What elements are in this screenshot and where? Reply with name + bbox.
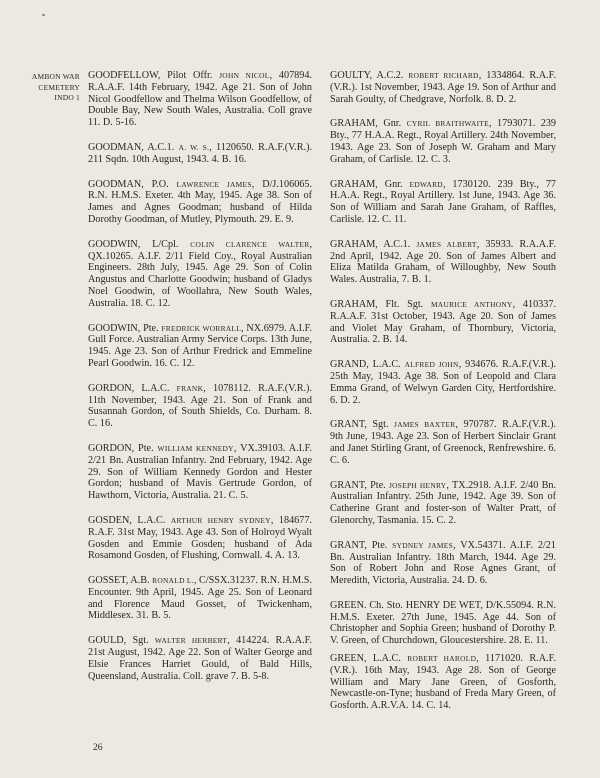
cemetery-margin-note	[2, 72, 80, 104]
register-entry: GRAHAM, A.C.1. JAMES ALBERT, 35933. R.A.A.F. 2nd April, 1942. Age 20. Son of James Albert and Eliza Matilda Graham, of Willoughby, New South Wales. Australia, 7. B. 1.	[330, 238, 557, 286]
register-entry: GRAHAM, Gnr. CYRIL BRAITHWAITE, 1793071. 239 Bty., 77 H.A.A. Regt., Royal Artillery. 24th November, 1943. Age 23. Son of Joseph W. Graham and Mary Graham, of Carlisle. 12. C. 3.	[330, 118, 557, 165]
register-entry: GORDON, L.A.C. FRANK, 1078112. R.A.F.(V.R.). 11th November, 1943. Age 21. Son of Frank and Susannah Gordon, of South Shields, Co. Durham. 8. C. 16.	[88, 382, 312, 430]
right-column	[330, 70, 556, 712]
register-entry: GRANT, Sgt. JAMES BAXTER, 970787. R.A.F.(V.R.). 9th June, 1943. Age 23. Son of Herbert Sinclair Grant and Janet Stirling Grant, of Greenock, Renfrewshire. 6. C. 6.	[330, 419, 557, 466]
register-entry: GREEN, L.A.C. ROBERT HAROLD, 1171020. R.A.F.(V.R.). 16th May, 1943. Age 28. Son of George William and Mary Jane Green, of Gosforth, Newcastle-on-Tyne; husband of Freda Mary Green, of Gosforth. A.R.V.A. 14. C. 14.	[330, 653, 556, 712]
register-entry: GOODMAN, A.C.1. A. W. S., 1120650. R.A.F.(V.R.). 211 Sqdn. 10th August, 1943. 4. B. 16.	[88, 141, 313, 165]
register-entry: GRAHAM, Gnr. EDWARD, 1730120. 239 Bty., 77 H.A.A. Regt., Royal Artillery. 1st June, 1943. Age 36. Son of William and Sarah Jane Graham, of Raffles, Carlisle. 12. C. 11.	[330, 178, 557, 225]
margin-note-line: AMBON WAR	[31, 72, 80, 81]
register-entry: GOSDEN, L.A.C. ARTHUR HENRY SYDNEY, 184677. R.A.F. 31st May, 1943. Age 43. Son of Holroyd Wyalt Gosden and Emmie Gosden; husband of Ada Rosamond Gosden, of Flushing, Cornwall. 4. A. 13.	[88, 514, 313, 562]
register-entry: GRAHAM, Flt. Sgt. MAURICE ANTHONY, 410337. R.A.A.F. 31st October, 1943. Age 20. Son of James and Violet May Graham, of Thornbury, Victoria, Australia. 2. B. 14.	[330, 298, 557, 346]
register-entry: GOODFELLOW, Pilot Offr. JOHN NICOL, 407894. R.A.A.F. 14th February, 1942. Age 21. Son of John Nicol Goodfellow and Thelma Wilson Goodfellow, of Double Bay, New South Wales, Australia. Coll grave 11. D. 5-16.	[88, 70, 313, 129]
page-number: 26	[93, 743, 103, 753]
register-entry: GORDON, Pte. WILLIAM KENNEDY, VX.39103. A.I.F. 2/21 Bn. Australian Infantry. 2nd February, 1942. Age 29. Son of William Kennedy Gordon and Hester Gordon; husband of Mavis Gertrude Gordon, of Hawthorn, Victoria, Australia. 21. C. 5.	[88, 442, 312, 502]
register-entry: GOODWIN, Pte. FREDRICK WORRALL, NX.6979. A.I.F. Gull Force. Australian Army Service Corps. 13th June, 1945. Age 23. Son of Arthur Fredrick and Emmeline Pearl Goodwin. 16. C. 12.	[88, 322, 313, 369]
left-column	[88, 70, 312, 682]
register-entry: GOODWIN, L/Cpl. COLIN CLARENCE WALTER, QX.10265. A.I.F. 2/11 Field Coy., Royal Australian Engineers. 28th July, 1945. Age 29. Son of Colin Angustus and Charlotte Goodwin; husband of Gladys Noel Goodwin, of Woollahra, New South Wales, Australia. 18. C. 12.	[88, 238, 313, 309]
register-entry: GOODMAN, P.O. LAWRENCE JAMES, D/J.106065. R.N. H.M.S. Exeter. 4th May, 1945. Age 38. Son of James and Agnes Goodman; husband of Hilda Dorothy Goodman, of Mutley, Plymouth. 29. E. 9.	[88, 178, 313, 225]
margin-note-line: INDO 1	[54, 93, 80, 102]
register-entry: GREEN. Ch. Sto. HENRY DE WET, D/K.55094. R.N. H.M.S. Exeter. 27th June, 1945. Age 44. Son of Christopher and Sophia Green; husband of Dorothy P. V. Green, of Churchdown, Gloucestershire. 28. E. 11.	[330, 599, 557, 647]
register-entry: GOULTY, A.C.2. ROBERT RICHARD, 1334864. R.A.F.(V.R.). 1st November, 1943. Age 19. Son of Arthur and Sarah Goulty, of Chedgrave, Norfolk. 8. D. 2.	[330, 70, 556, 105]
register-entry: GOSSET, A.B. RONALD L., C/SSX.31237. R.N. H.M.S. Encounter. 9th April, 1945. Age 25. Son of Leonard and Florence Maud Gosset, of Twickenham, Middlesex. 31. B. 5.	[88, 575, 312, 622]
register-entry: GRANT, Pte. JOSEPH HENRY, TX.2918. A.I.F. 2/40 Bn. Australian Infantry. 25th June, 1942. Age 39. Son of Catherine Grant and foster-son of Walter Pratt, of Glenorchy, Tasmania. 15. C. 2.	[330, 479, 557, 526]
register-entry: GRAND, L.A.C. ALFRED JOHN, 934676. R.A.F.(V.R.). 25th May, 1943. Age 38. Son of Leopold and Clara Emma Grand, of Welwyn Garden City, Hertfordshire. 6. D. 2.	[330, 359, 557, 406]
scan-speck	[42, 14, 45, 16]
register-entry: GOULD, Sgt. WALTER HERBERT, 414224. R.A.A.F. 21st August, 1942. Age 22. Son of Walter George and Elsie Frances Harriet Gould, of Bald Hills, Queensland, Australia. Coll. grave 7. B. 5-8.	[88, 635, 313, 682]
margin-note-line: CEMETERY	[38, 82, 80, 92]
register-entry: GRANT, Pte. SYDNEY JAMES, VX.54371. A.I.F. 2/21 Bn. Australian Infantry. 18th March, 1944. Age 29. Son of Robert John and Rose Agnes Grant, of Meredith, Victoria, Australia. 24. D. 6.	[330, 539, 556, 587]
